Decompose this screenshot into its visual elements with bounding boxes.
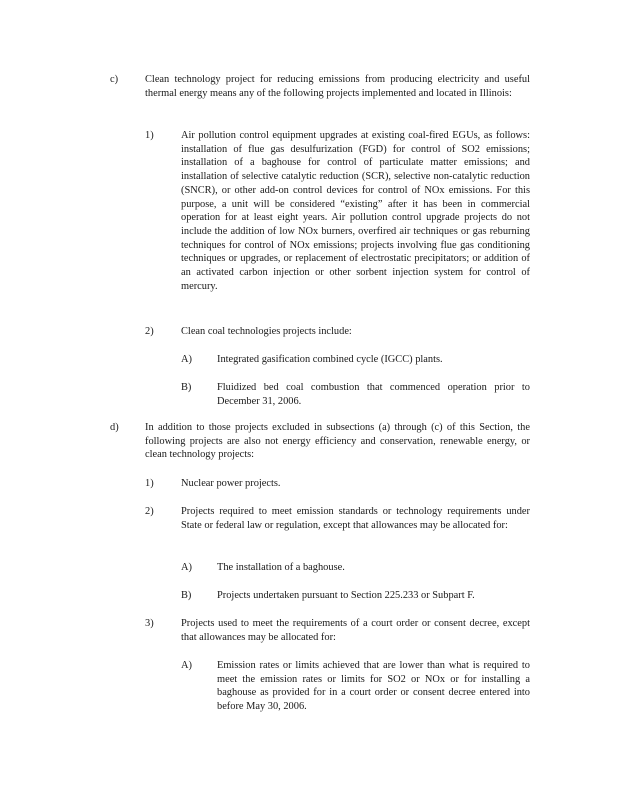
section-c-item-1 (145, 129, 530, 293)
section-c (110, 73, 530, 100)
item-text: Clean coal technologies projects include: (181, 326, 352, 337)
section-d (110, 421, 530, 462)
subitem-text: Fluidized bed coal combustion that commenced operation prior to December 31, 2006. (217, 382, 530, 407)
section-d-item-1 (145, 477, 530, 491)
section-c-label: c) (110, 74, 119, 85)
item-label: 2) (145, 326, 154, 337)
subitem-label: A) (181, 354, 192, 365)
item-text: Projects used to meet the requirements of a court order or consent decree, except that allowances may be allocated for: (181, 618, 530, 643)
subitem-label: A) (181, 562, 192, 573)
subitem-text: Projects undertaken pursuant to Section 225.233 or Subpart F. (217, 590, 475, 601)
section-d-label: d) (110, 422, 119, 433)
item-label: 1) (145, 130, 154, 141)
section-d-item-3-sub-a (181, 659, 530, 714)
section-c-item-2-sub-a (181, 353, 530, 367)
item-label: 1) (145, 478, 154, 489)
item-text: Projects required to meet emission standards or technology requirements under State or federal law or regulation, except that allowances may be allocated for: (181, 506, 530, 531)
section-d-item-2 (145, 505, 530, 532)
subitem-label: B) (181, 382, 192, 393)
subitem-text: Emission rates or limits achieved that are lower than what is required to meet the emission rates or limits for SO2 or NOx or for installing a baghouse as provided for in a court order or consent decree entered into before May 30, 2006. (217, 660, 530, 713)
section-c-item-2 (145, 325, 530, 339)
subitem-label: B) (181, 590, 192, 601)
section-d-item-2-sub-b (181, 589, 530, 603)
item-text: Air pollution control equipment upgrades at existing coal-fired EGUs, as follows: installation of flue gas desulfurization (FGD) for control of SO2 emissions; installation of a baghouse for control of particulate matter emissions; and installation of selective catalytic reduction (SCR), selective non-catalytic reduction (SNCR), or other add-on control devices for control of NOx emissions. For this purpose, a unit will be considered “existing” after it has been in commercial operation for at least eight years. Air pollution control upgrade projects do not include the addition of low NOx burners, overfired air techniques or gas reburning techniques for control of NOx emissions; projects involving flue gas conditioning techniques or upgrades, or replacement of electrostatic precipitators; or addition of an activated carbon injection or other sorbent injection system for control of mercury. (181, 130, 530, 292)
subitem-label: A) (181, 660, 192, 671)
item-text: Nuclear power projects. (181, 478, 281, 489)
section-c-text: Clean technology project for reducing emissions from producing electricity and useful thermal energy means any of the following projects implemented and located in Illinois: (145, 74, 530, 99)
item-label: 2) (145, 506, 154, 517)
section-c-item-2-sub-b (181, 381, 530, 408)
subitem-text: Integrated gasification combined cycle (IGCC) plants. (217, 354, 443, 365)
section-d-item-2-sub-a (181, 561, 530, 575)
section-d-item-3 (145, 617, 530, 644)
item-label: 3) (145, 618, 154, 629)
section-d-text: In addition to those projects excluded in subsections (a) through (c) of this Section, the following projects are also not energy efficiency and conservation, renewable energy, or clean technology projects: (145, 422, 530, 461)
subitem-text: The installation of a baghouse. (217, 562, 345, 573)
